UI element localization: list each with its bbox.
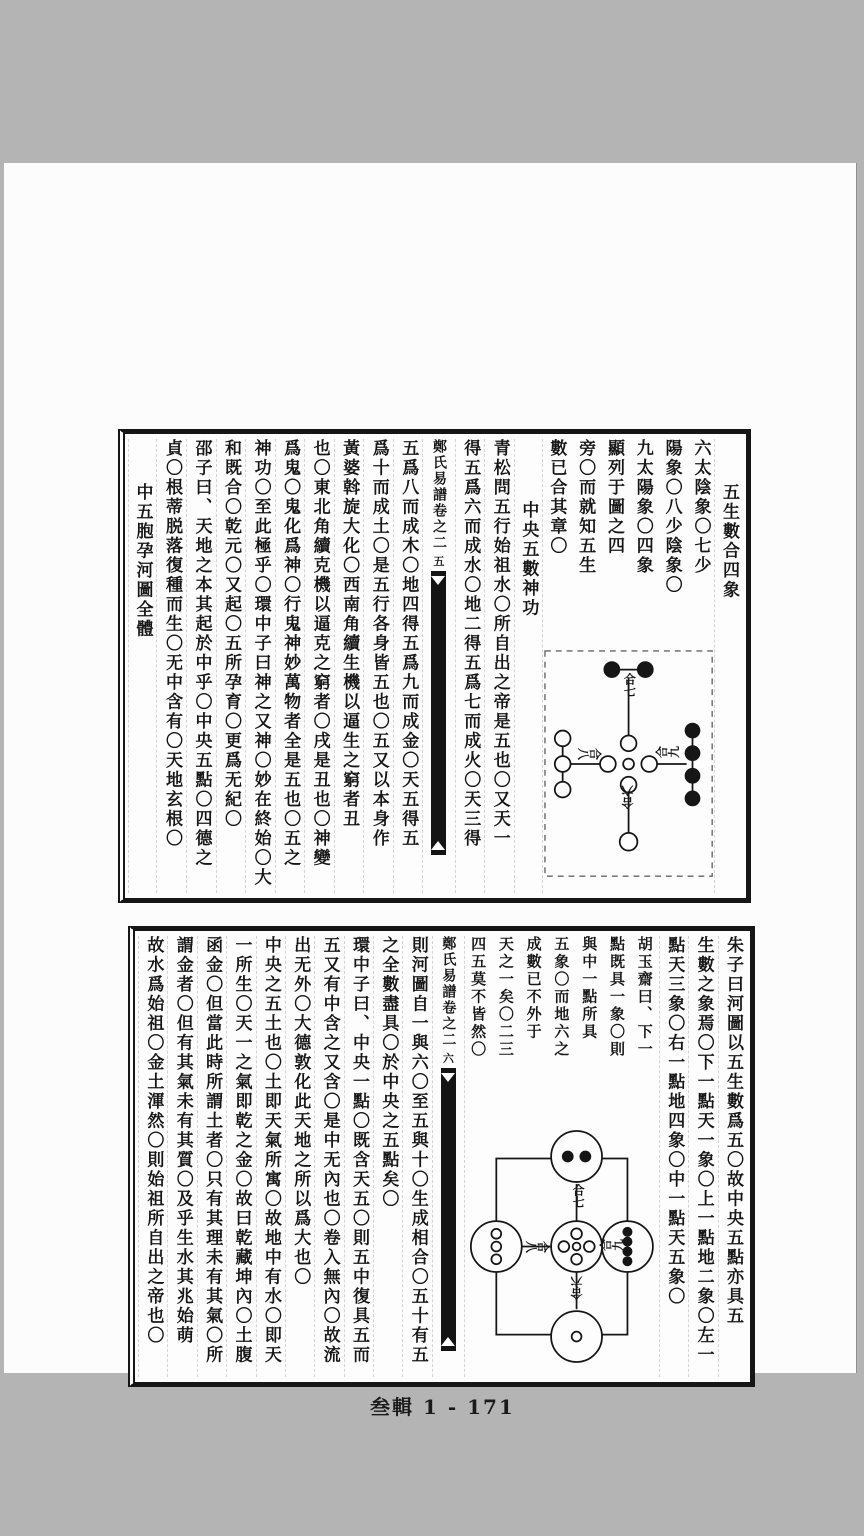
bottom-recto-full-col-2: 生數之象焉〇下一點天一象〇上一點地二象〇左一: [688, 936, 717, 1377]
bottom-recto-full-col-1: 朱子曰河圖以五生數爲五〇故中央五點亦具五: [718, 936, 747, 1377]
hetu-diagram-bottom-svg: [465, 1118, 659, 1377]
bottom-verso-col-6: 中央之五土也〇土即天氣所寓〇故地中有水〇即天: [256, 936, 285, 1377]
center-five-white-circles: [600, 735, 657, 792]
bottom-verso-col-5: 出无外〇大德敦化此天地之所以爲大也〇: [285, 936, 314, 1377]
bottom-leaf: [128, 926, 755, 1387]
top-short-columns: [543, 439, 714, 635]
bottom-one-white-dot: [572, 1332, 582, 1342]
top-spine-folio-number: 五: [433, 555, 445, 568]
bottom-verso-col-2: 之全數盡具〇於中央之五點矣〇: [373, 936, 402, 1377]
top-short-col-4: 顯列于圖之四: [603, 439, 624, 556]
top-verso-col-10: 中五胞孕河圖全體: [128, 439, 157, 893]
top-verso-col-2: 爲十而成土〇是五行各身皆五也〇五又以本身作: [363, 439, 393, 893]
left-three-white-dots: [491, 1229, 501, 1264]
hetu-four-images-diagram-top: [543, 635, 714, 893]
diagram-label-he-eight: 合八: [577, 746, 602, 761]
diagram-label-he-nine: 合九: [599, 1238, 624, 1253]
bottom-verso-col-8: 函金〇但當此時所謂土者〇只有其理未有其氣〇所: [197, 936, 226, 1377]
diagram-label-he-seven: 合七: [571, 1184, 586, 1208]
paper-sheet: [4, 163, 857, 1419]
diagram-label-he-seven: 合七: [622, 673, 637, 697]
bottom-spine-folio-number: 六: [442, 1052, 454, 1065]
top-recto-heading-column: 中央五數神功: [514, 439, 543, 893]
top-short-col-6: 數已合其章〇: [546, 439, 567, 556]
diagram-label-he-eight: 合八: [525, 1239, 550, 1254]
bottom-recto-block: [464, 936, 659, 1377]
left-three-white-circles: [555, 731, 571, 798]
bottom-short-col-5: 成數已不外于: [524, 936, 543, 1041]
top-verso-col-6: 神功〇至此極乎〇環中子曰神之又神〇妙在終始〇大: [245, 439, 275, 893]
top-spine-black-bar: [431, 571, 446, 855]
bottom-short-col-6: 天之一矣〇二三: [496, 936, 515, 1059]
bottom-spine-black-bar: [441, 1068, 456, 1351]
bottom-verso-col-10: 故水爲始祖〇金土渾然〇則始祖所自出之帝也〇: [138, 936, 167, 1377]
top-spine-column: [422, 439, 454, 893]
bottom-short-col-3: 與中一點所具: [580, 936, 599, 1041]
diagram-label-he-six: 合六: [570, 1276, 585, 1300]
bottom-short-columns: [465, 936, 659, 1118]
top-recto-title-column: 五生數合四象: [714, 439, 743, 893]
bottom-verso-col-1: 則河圖自一與六〇至五與十〇生成相合〇五十有五: [402, 936, 431, 1377]
top-verso-col-5: 爲鬼〇鬼化爲神〇行鬼神妙萬物者全是五也〇五之: [275, 439, 305, 893]
bottom-recto-full-col-3: 點天三象〇右一點地四象〇中一點天五象〇: [659, 936, 688, 1377]
top-short-col-5: 旁〇而就知五生: [575, 439, 596, 576]
bottom-short-col-4: 五象〇而地六之: [552, 936, 571, 1059]
top-verso-col-3: 黃婆斡旋大化〇西南角續生機以逼生之窮者丑: [334, 439, 364, 893]
bottom-one-white-circle: [620, 833, 638, 851]
top-leaf: [118, 429, 751, 903]
diagram-label-he-nine: 合九: [655, 745, 680, 760]
bottom-verso-col-3: 環中子曰、中央一點〇既含天五〇則五中復具五而: [344, 936, 373, 1377]
hetu-four-images-diagram-bottom: [465, 1118, 659, 1377]
bottom-spine-column: [432, 936, 464, 1377]
top-verso-col-4: 也〇東北角續克機以逼克之窮者〇戌是丑也〇神變: [304, 439, 334, 893]
top-spine-book-title: 鄭氏易譜卷之二: [430, 439, 447, 551]
top-recto-full-col-3: 得五爲六而成水〇地二得五爲七而成火〇天三得: [455, 439, 485, 893]
top-short-col-3: 九太陽象〇四象: [632, 439, 653, 576]
bottom-verso-col-7: 一所生〇天一之氣即乾之金〇故曰乾藏坤內〇土腹: [226, 936, 255, 1377]
top-short-col-2: 陽象〇八少陰象〇: [661, 439, 682, 595]
top-verso-col-1: 五爲八而成木〇地四得五爲九而成金〇天五得五: [393, 439, 423, 893]
bottom-leaf-columns: [138, 936, 747, 1377]
top-verso-col-9: 貞〇根蒂脱落復種而生〇无中含有〇天地玄根〇: [156, 439, 186, 893]
series-page-number-caption: 叁輯 1 - 171: [370, 1395, 515, 1419]
bottom-short-col-1: 胡玉齋曰、下一: [635, 936, 654, 1059]
bottom-verso-col-4: 五又有中含之又含〇是中无內也〇卷入無內〇故流: [314, 936, 343, 1377]
bottom-short-col-7: 四五莫不皆然〇: [469, 936, 488, 1059]
diagram-label-he-six: 合六: [621, 785, 636, 809]
top-leaf-columns: [128, 439, 743, 893]
top-short-col-1: 六太陰象〇七少: [690, 439, 711, 576]
top-verso-col-8: 邵子曰、天地之本其起於中乎〇中央五點〇四德之: [186, 439, 216, 893]
bottom-verso-col-9: 謂金者〇但有其氣未有其質〇及乎生水其兆始萌: [167, 936, 196, 1377]
top-recto-block: [542, 439, 714, 893]
top-verso-col-7: 和既合〇乾元〇又起〇五所孕育〇更爲无紀〇: [216, 439, 246, 893]
top-recto-full-col-2: 青松問五行始祖水〇所自出之帝是五也〇又天一: [484, 439, 514, 893]
bottom-spine-book-title: 鄭氏易譜卷之二: [440, 936, 457, 1048]
bottom-short-col-2: 點既具一象〇則: [607, 936, 626, 1059]
